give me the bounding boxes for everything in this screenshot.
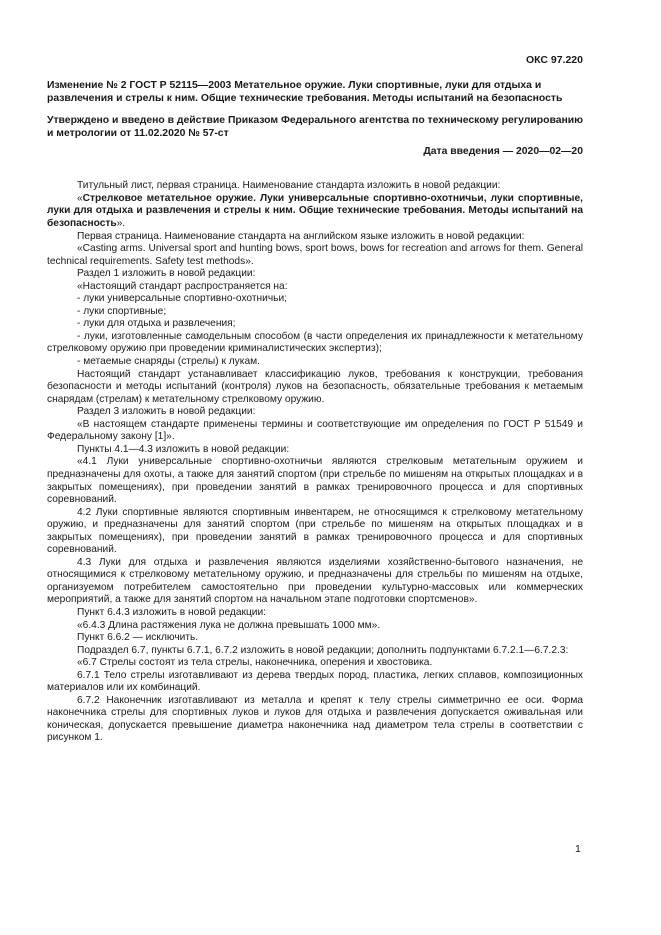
document-page: [47, 54, 583, 745]
paragraph: 6.7.2 Наконечник изготавливают из металла и крепят к телу стрелы симметрично ее оси. Форма наконечника стрелы для спортивных луков и луков для отдыха и развлечения допускается оживальная или коническая, допускается превышение диаметра наконечника над диаметром тела стрелы в соответствии с рисунком 1.: [47, 694, 583, 744]
document-body: [47, 180, 583, 745]
list-item: - луки, изготовленные самодельным способом (в части определения их принадлежности к метательному стрелковому оружию при проведении криминалистических экспертиз);: [47, 330, 583, 355]
amendment-title: Изменение № 2 ГОСТ Р 52115—2003 Метательное оружие. Луки спортивные, луки для отдыха и развлечения и стрелы к ним. Общие технические требования. Методы испытаний на безопасность: [47, 80, 563, 104]
list-item: - луки для отдыха и развлечения;: [77, 318, 236, 330]
paragraph: Пункт 6.4.3 изложить в новой редакции:: [77, 606, 267, 618]
paragraph: Подраздел 6.7, пункты 6.7.1, 6.7.2 изложить в новой редакции; дополнить подпунктами 6.7.2.1—6.7.2.3:: [77, 644, 569, 656]
paragraph: 4.2 Луки спортивные являются спортивным инвентарем, не относящимся к стрелковому метательному оружию, и предназначены для занятий спортом (при стрельбе по мишеням на открытых площадках и в закрытых помещениях), при проведении занятий в рамках тренировочного процесса и для спортивных соревнований.: [47, 506, 583, 556]
paragraph: «В настоящем стандарте применены термины и соответствующие им определения по ГОСТ Р 51549 и Федеральному закону [1]».: [47, 418, 583, 443]
paragraph: Пункт 6.6.2 — исключить.: [77, 632, 199, 644]
page-number: 1: [575, 843, 581, 855]
introduction-date: Дата введения — 2020—02—20: [423, 146, 583, 158]
paragraph: Пункты 4.1—4.3 изложить в новой редакции:: [77, 443, 290, 455]
paragraph: «6.4.3 Длина растяжения лука не должна превышать 1000 мм».: [77, 619, 381, 631]
paragraph: Раздел 3 изложить в новой редакции:: [77, 406, 256, 418]
paragraph: «Настоящий стандарт распространяется на:: [77, 280, 288, 292]
classification-code: ОКС 97.220: [525, 54, 583, 66]
paragraph: «4.1 Луки универсальные спортивно-охотничьи являются стрелковым метательным оружием и предназначены для охоты, а также для занятий спортом (при стрельбе по мишеням на открытых площадках и в закрытых помещениях), при проведении занятий в рамках тренировочного процесса и для спортивных соревнований.: [47, 456, 583, 506]
paragraph: «Casting arms. Universal sport and hunting bows, sport bows, bows for recreation and arrows for them. General technical requirements. Safety test methods».: [47, 243, 583, 267]
paragraph: Раздел 1 изложить в новой редакции:: [77, 268, 256, 280]
paragraph: Настоящий стандарт устанавливает классификацию луков, требования к конструкции, требования безопасности и методы испытаний (контроля) луков на безопасность, обязательные требования к метаемым снарядам (стрелам) к метательному стрелковому оружию.: [47, 368, 583, 405]
approval-statement: Утверждено и введено в действие Приказом Федерального агентства по техническому регулированию и метрологии от 11.02.2020 № 57-ст: [47, 115, 584, 139]
paragraph: «6.7 Стрелы состоят из тела стрелы, наконечника, оперения и хвостовика.: [77, 657, 433, 669]
list-item: - луки универсальные спортивно-охотничьи;: [77, 293, 287, 305]
paragraph: 4.3 Луки для отдыха и развлечения являются изделиями хозяйственно-бытового назначения, не относящимися к стрелковому метательному оружию, и предназначены для стрельбы по мишеням на отдыхе, организуемом потребителем самостоятельно при проведении культурно-массовых или коммерческих мероприятий, а также для занятий спортом на начальном этапе подготовки спортсменов».: [47, 556, 583, 606]
paragraph: «Стрелковое метательное оружие. Луки универсальные спортивно-охотничьи, луки спортивные, луки для отдыха и развлечения и стрелы к ним. Общие технические требования. Методы испытаний на безопасность».: [47, 192, 583, 230]
list-item: - метаемые снаряды (стрелы) к лукам.: [77, 356, 260, 368]
paragraph: 6.7.1 Тело стрелы изготавливают из дерева твердых пород, пластика, легких сплавов, композиционных материалов или их комбинаций.: [47, 669, 583, 694]
bold-title: Стрелковое метательное оружие. Луки универсальные спортивно-охотничьи, луки спортивные, луки для отдыха и развлечения и стрелы к ним. Общие технические требования. Методы испытаний на безопасность: [47, 192, 583, 230]
paragraph: Титульный лист, первая страница. Наименование стандарта изложить в новой редакции:: [77, 180, 501, 192]
list-item: - луки спортивные;: [77, 305, 167, 317]
paragraph: Первая страница. Наименование стандарта на английском языке изложить в новой редакции:: [77, 230, 525, 242]
